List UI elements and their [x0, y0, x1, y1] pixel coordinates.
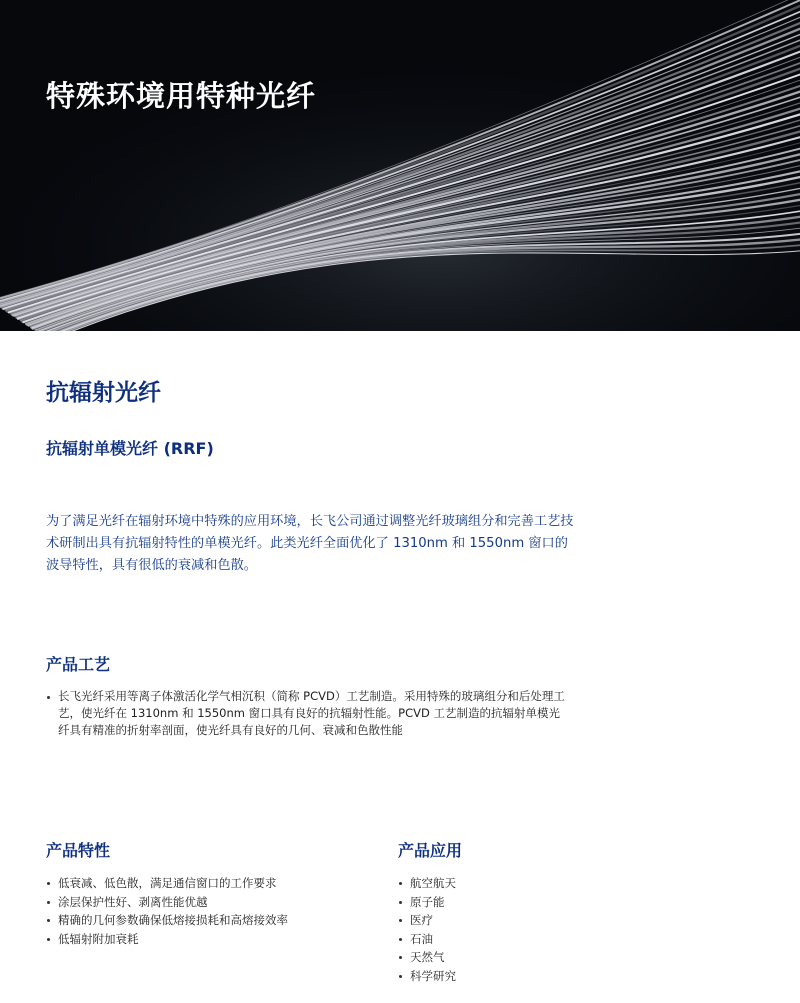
section-subtitle: 抗辐射单模光纤 (RRF) — [46, 439, 214, 458]
list-item: 医疗 — [398, 911, 598, 930]
list-item: 科学研究 — [398, 967, 598, 986]
section-title: 抗辐射光纤 — [46, 380, 161, 406]
list-item: 石油 — [398, 930, 598, 949]
process-heading: 产品工艺 — [46, 655, 111, 674]
list-item: 航空航天 — [398, 874, 598, 893]
list-item: 涂层保护性好、剥离性能优越 — [46, 893, 376, 912]
page-title: 特殊环境用特种光纤 — [46, 79, 317, 113]
process-list — [46, 688, 566, 739]
intro-paragraph: 为了满足光纤在辐射环境中特殊的应用环境，长飞公司通过调整光纤玻璃组分和完善工艺技术研制出具有抗辐射特性的单模光纤。此类光纤全面优化了 1310nm 和 1550nm 窗口的波导特性，具有很低的衰减和色散。 — [46, 514, 574, 573]
list-item: 长飞光纤采用等离子体激活化学气相沉积（简称 PCVD）工艺制造。采用特殊的玻璃组分和后处理工艺，使光纤在 1310nm 和 1550nm 窗口具有良好的抗辐射性能。PCVD 工艺制造的抗辐射单模光纤具有精准的折射率剖面，使光纤具有良好的几何、衰减和色散性能 — [46, 688, 566, 739]
hero-banner — [0, 0, 800, 331]
list-item: 低辐射附加衰耗 — [46, 930, 376, 949]
list-item: 天然气 — [398, 948, 598, 967]
list-item: 精确的几何参数确保低熔接损耗和高熔接效率 — [46, 911, 376, 930]
list-item: 低衰减、低色散，满足通信窗口的工作要求 — [46, 874, 376, 893]
applications-heading: 产品应用 — [398, 841, 463, 860]
optical-fiber-image — [0, 0, 800, 331]
applications-list — [398, 874, 598, 985]
features-list — [46, 874, 376, 948]
features-heading: 产品特性 — [46, 841, 111, 860]
list-item: 原子能 — [398, 893, 598, 912]
